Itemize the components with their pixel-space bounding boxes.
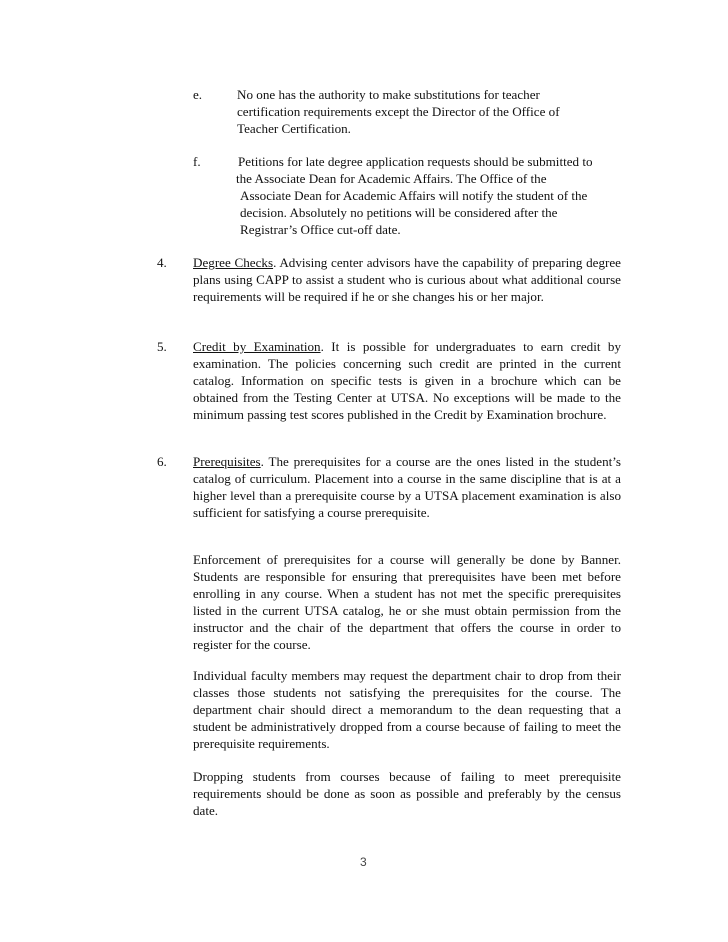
- section-6-paragraph-4: Dropping students from courses because of failing to meet prerequisite requirements should be done as soon as possible and preferably by the census date.: [193, 769, 621, 818]
- section-6-paragraph-2: Enforcement of prerequisites for a course will generally be done by Banner. Students are responsible for ensuring that prerequisites have been met before enrolling in any course. When a student has not met the specific prerequisites listed in the current UTSA catalog, he or she must obtain permission from the instructor and the chair of the department that offers the course in order to register for the course.: [193, 552, 621, 652]
- section-4-number: 4.: [157, 255, 167, 270]
- item-f-line-2: the Associate Dean for Academic Affairs. The Office of the: [236, 171, 547, 186]
- page-number: 3: [360, 855, 367, 869]
- section-4-heading: Degree Checks: [193, 255, 274, 270]
- section-6-paragraph: [193, 453, 621, 521]
- item-f-line-1: Petitions for late degree application requests should be submitted to: [238, 154, 593, 169]
- item-f-line-5: Registrar’s Office cut-off date.: [240, 222, 401, 237]
- section-4-paragraph: [193, 254, 621, 305]
- item-e-line-1: No one has the authority to make substitutions for teacher: [237, 87, 540, 102]
- item-f-line-4: decision. Absolutely no petitions will be considered after the: [240, 205, 558, 220]
- section-6-paragraph-3: Individual faculty members may request the department chair to drop from their classes those students not satisfying the prerequisites for the course. The department chair should direct a memorandum to the dean requesting that a student be administratively dropped from a course because of failing to meet the prerequisite requirements.: [193, 668, 621, 751]
- section-5-text: . It is possible for undergraduates to earn credit by examination. The policies concerning such credit are printed in the current catalog. Information on specific tests is given in a brochure which can be obtained from the Testing Center at UTSA. No exceptions will be made to the minimum passing test scores published in the Credit by Examination brochure.: [193, 339, 622, 422]
- item-f-marker: f.: [193, 154, 201, 169]
- item-e-marker: e.: [193, 87, 203, 102]
- section-5-number: 5.: [157, 339, 167, 354]
- section-4-text: . Advising center advisors have the capability of preparing degree plans using CAPP to assist a student who is curious about what additional course requirements will be required if he or she changes his or her major.: [193, 255, 621, 304]
- section-6-number: 6.: [157, 454, 167, 469]
- item-e-line-3: Teacher Certification.: [237, 121, 351, 136]
- section-6-text: . The prerequisites for a course are the ones listed in the student’s catalog of curriculum. Placement into a course in the same discipline that is at a higher level than a prerequisite course by a UTSA placement examination is also sufficient for satisfying a course prerequisite.: [193, 454, 621, 520]
- item-f-line-3: Associate Dean for Academic Affairs will notify the student of the: [240, 188, 588, 203]
- item-e-line-2: certification requirements except the Director of the Office of: [237, 104, 560, 119]
- section-5-paragraph: [193, 338, 621, 423]
- section-5-heading: Credit by Examination: [193, 339, 321, 354]
- section-6-heading: Prerequisites: [193, 454, 261, 469]
